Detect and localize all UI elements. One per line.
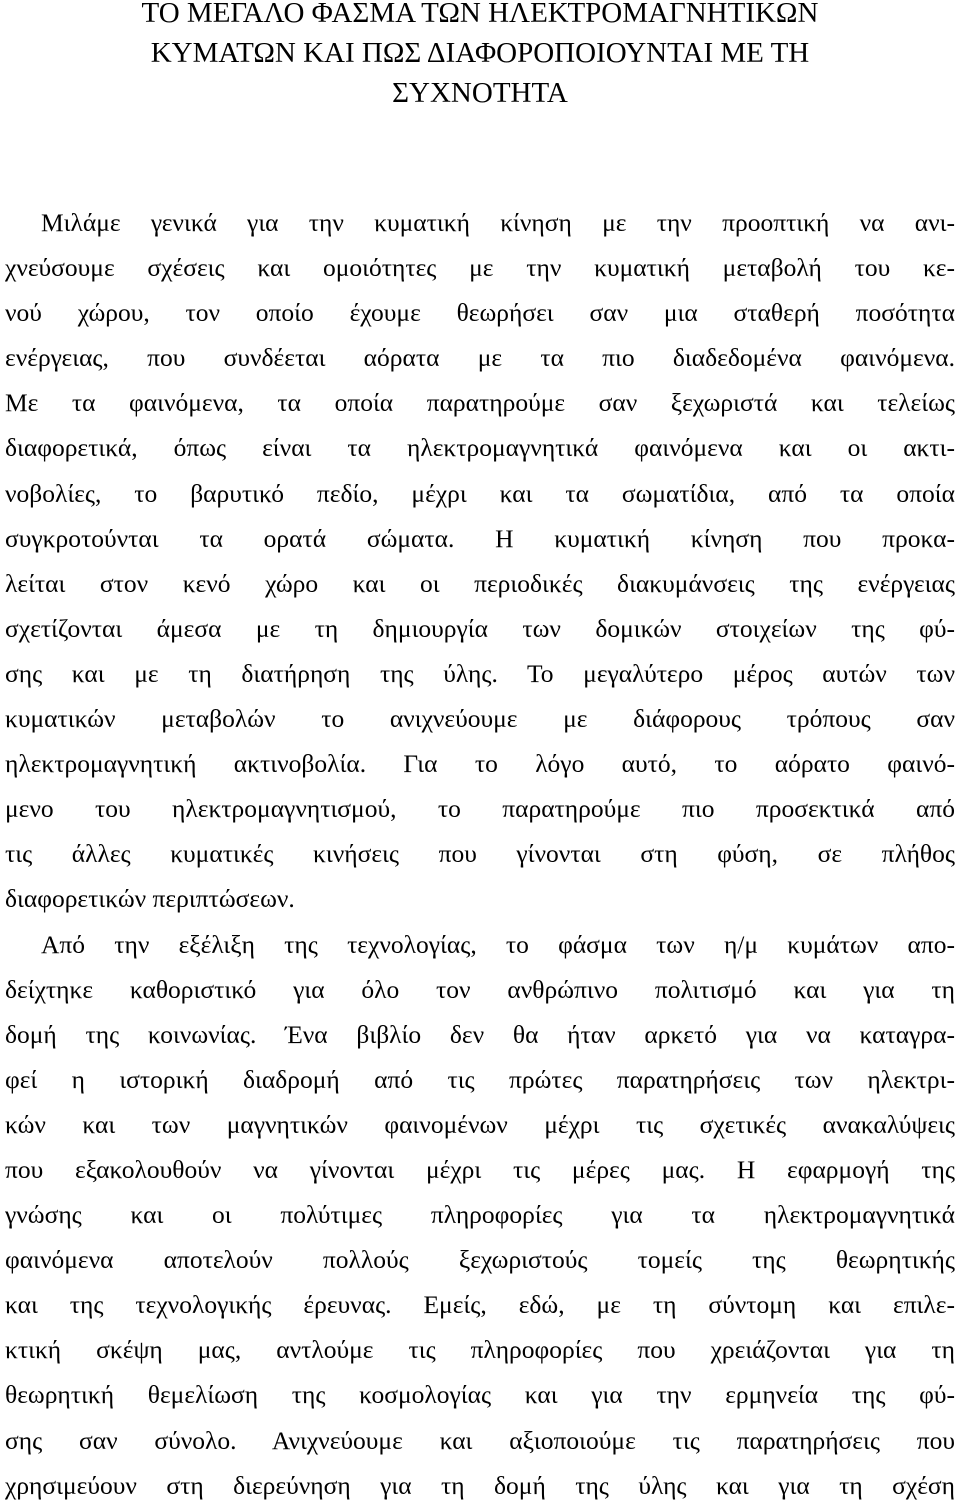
text-line: διαφορετικά, όπως είναι τα ηλεκτρομαγνητικά φαινόμενα και οι ακτι- [5, 433, 955, 463]
text-line: ηλεκτρομαγνητική ακτινοβολία. Για το λόγο αυτό, το αόρατο φαινό- [5, 749, 955, 779]
text-line: κυματικών μεταβολών το ανιχνεύουμε με διάφορους τρόπους σαν [5, 704, 955, 734]
text-line: κών και των μαγνητικών φαινομένων μέχρι τις σχετικές ανακαλύψεις [5, 1109, 955, 1139]
text-line: σχετίζονται άμεσα με τη δημιουργία των δομικών στοιχείων της φύ- [5, 613, 955, 643]
text-line: χρησιμεύουν στη διερεύνηση για τη δομή της ύλης και για τη σχέση [5, 1470, 955, 1500]
text-line: τις άλλες κυματικές κινήσεις που γίνονται στη φύση, σε πλήθος [5, 839, 955, 869]
text-line: που εξακολουθούν να γίνονται μέχρι τις μέρες μας. Η εφαρμογή της [5, 1154, 955, 1184]
text-line: θεωρητική θεμελίωση της κοσμολογίας και για την ερμηνεία της φύ- [5, 1380, 955, 1410]
text-line: γνώσης και οι πολύτιμες πληροφορίες για τα ηλεκτρομαγνητικά [5, 1200, 955, 1230]
text-line: δείχτηκε καθοριστικό για όλο τον ανθρώπινο πολιτισμό και για τη [5, 974, 955, 1004]
text-line: χνεύσουμε σχέσεις και ομοιότητες με την κυματική μεταβολή του κε- [5, 253, 955, 283]
text-line: νού χώρου, τον οποίο έχουμε θεωρήσει σαν μια σταθερή ποσότητα [5, 298, 955, 328]
text-line: Με τα φαινόμενα, τα οποία παρατηρούμε σαν ξεχωριστά και τελείως [5, 388, 955, 418]
title-line-2: ΚΥΜΑΤΩΝ ΚΑΙ ΠΩΣ ΔΙΑΦΟΡΟΠΟΙΟΥΝΤΑΙ ΜΕ ΤΗ [150, 37, 810, 69]
paragraph-1 [5, 200, 955, 922]
title-line-3: ΣΥΧΝΟΤΗΤΑ [392, 77, 568, 109]
text-line: Μιλάμε γενικά για την κυματική κίνηση με την προοπτική να ανι- [41, 208, 955, 237]
body-text [5, 200, 955, 1508]
paragraph-2 [5, 922, 955, 1508]
text-line: σης και με τη διατήρηση της ύλης. Το μεγαλύτερο μέρος αυτών των [5, 658, 955, 688]
text-line: δομή της κοινωνίας. Ένα βιβλίο δεν θα ήταν αρκετό για να καταγρα- [5, 1019, 955, 1049]
text-line: Από την εξέλιξη της τεχνολογίας, το φάσμα των η/μ κυμάτων απο- [41, 929, 955, 959]
title-line-1: ΤΟ ΜΕΓΑΛΟ ΦΑΣΜΑ ΤΩΝ ΗΛΕΚΤΡΟΜΑΓΝΗΤΙΚΩΝ [141, 0, 819, 29]
text-line-last: διαφορετικών περιπτώσεων. [5, 884, 295, 914]
text-line: και της τεχνολογικής έρευνας. Εμείς, εδώ, με τη σύντομη και επιλε- [5, 1290, 955, 1320]
text-line: νοβολίες, το βαρυτικό πεδίο, μέχρι και τα σωματίδια, από τα οποία [5, 478, 955, 508]
text-line: συγκροτούνται τα ορατά σώματα. Η κυματική κίνηση που προκα- [5, 523, 955, 553]
text-line: κτική σκέψη μας, αντλούμε τις πληροφορίες που χρειάζονται για τη [5, 1335, 955, 1365]
text-line: ενέργειας, που συνδέεται αόρατα με τα πιο διαδεδομένα φαινόμενα. [5, 343, 955, 373]
text-line: σης σαν σύνολο. Ανιχνεύουμε και αξιοποιούμε τις παρατηρήσεις που [5, 1425, 955, 1455]
text-line: μενο του ηλεκτρομαγνητισμού, το παρατηρούμε πιο προσεκτικά από [5, 794, 955, 824]
text-line: φαινόμενα αποτελούν πολλούς ξεχωριστούς τομείς της θεωρητικής [5, 1245, 955, 1275]
text-line: φεί η ιστορική διαδρομή από τις πρώτες παρατηρήσεις των ηλεκτρι- [5, 1064, 955, 1094]
document-title [5, 0, 955, 113]
text-line: λείται στον κενό χώρο και οι περιοδικές διακυμάνσεις της ενέργειας [5, 568, 955, 598]
